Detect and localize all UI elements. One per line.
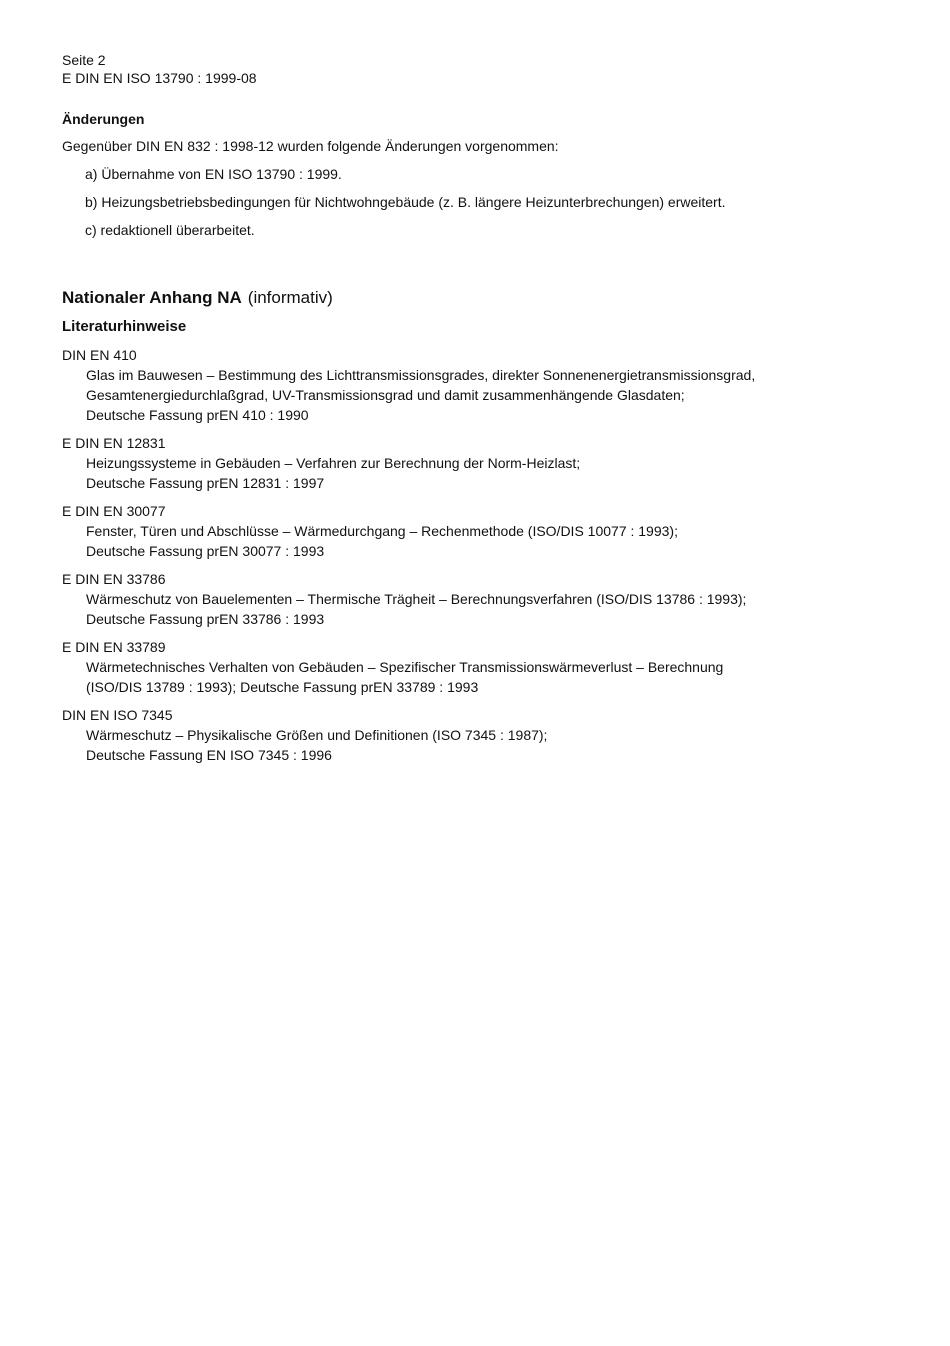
- reference-entry: [62, 501, 852, 561]
- standard-designation: E DIN EN ISO 13790 : 1999-08: [62, 70, 257, 86]
- reference-text: Deutsche Fassung prEN 12831 : 1997: [86, 475, 325, 491]
- reference-code: E DIN EN 33786: [62, 571, 166, 587]
- reference-code: DIN EN ISO 7345: [62, 707, 173, 723]
- reference-text: Wärmeschutz – Physikalische Größen und Definitionen (ISO 7345 : 1987);: [86, 727, 548, 743]
- reference-text: Wärmetechnisches Verhalten von Gebäuden – Spezifischer Transmissionswärmeverlust – Berechnung: [86, 659, 724, 675]
- reference-text: Heizungssysteme in Gebäuden – Verfahren zur Berechnung der Norm-Heizlast;: [86, 455, 581, 471]
- reference-text: (ISO/DIS 13789 : 1993); Deutsche Fassung prEN 33789 : 1993: [86, 679, 479, 695]
- reference-entry: [62, 345, 852, 425]
- changes-item: a) Übernahme von EN ISO 13790 : 1999.: [85, 166, 342, 182]
- reference-entry: [62, 705, 852, 765]
- changes-item: b) Heizungsbetriebsbedingungen für Nichtwohngebäude (z. B. längere Heizunterbrechungen) erweitert.: [85, 194, 726, 210]
- annex-qualifier: (informativ): [247, 288, 333, 307]
- annex-title-text: Nationaler Anhang NA: [62, 288, 242, 307]
- literature-heading: Literaturhinweise: [62, 318, 187, 335]
- reference-code: E DIN EN 12831: [62, 435, 166, 451]
- annex-title: [62, 287, 333, 309]
- page-header: [62, 51, 257, 87]
- reference-entry: [62, 569, 852, 629]
- reference-text: Wärmeschutz von Bauelementen – Thermische Trägheit – Berechnungsverfahren (ISO/DIS 13786 : 1993);: [86, 591, 747, 607]
- reference-text: Deutsche Fassung prEN 410 : 1990: [86, 407, 309, 423]
- reference-code: E DIN EN 30077: [62, 503, 166, 519]
- reference-text: Glas im Bauwesen – Bestimmung des Lichttransmissionsgrades, direkter Sonnenenergietransmissionsgrad,: [86, 367, 756, 383]
- reference-text: Deutsche Fassung prEN 33786 : 1993: [86, 611, 325, 627]
- reference-code: E DIN EN 33789: [62, 639, 166, 655]
- reference-text: Deutsche Fassung EN ISO 7345 : 1996: [86, 747, 332, 763]
- reference-entry: [62, 637, 852, 697]
- changes-item: c) redaktionell überarbeitet.: [85, 222, 255, 238]
- changes-list: [85, 165, 726, 249]
- changes-intro: Gegenüber DIN EN 832 : 1998-12 wurden folgende Änderungen vorgenommen:: [62, 138, 559, 154]
- reference-text: Fenster, Türen und Abschlüsse – Wärmedurchgang – Rechenmethode (ISO/DIS 10077 : 1993);: [86, 523, 678, 539]
- reference-entry: [62, 433, 852, 493]
- page-number: Seite 2: [62, 52, 106, 68]
- changes-heading: Änderungen: [62, 111, 145, 127]
- reference-list: [62, 345, 852, 773]
- reference-text: Gesamtenergiedurchlaßgrad, UV-Transmissionsgrad und damit zusammenhängende Glasdaten;: [86, 387, 685, 403]
- reference-code: DIN EN 410: [62, 347, 137, 363]
- reference-text: Deutsche Fassung prEN 30077 : 1993: [86, 543, 325, 559]
